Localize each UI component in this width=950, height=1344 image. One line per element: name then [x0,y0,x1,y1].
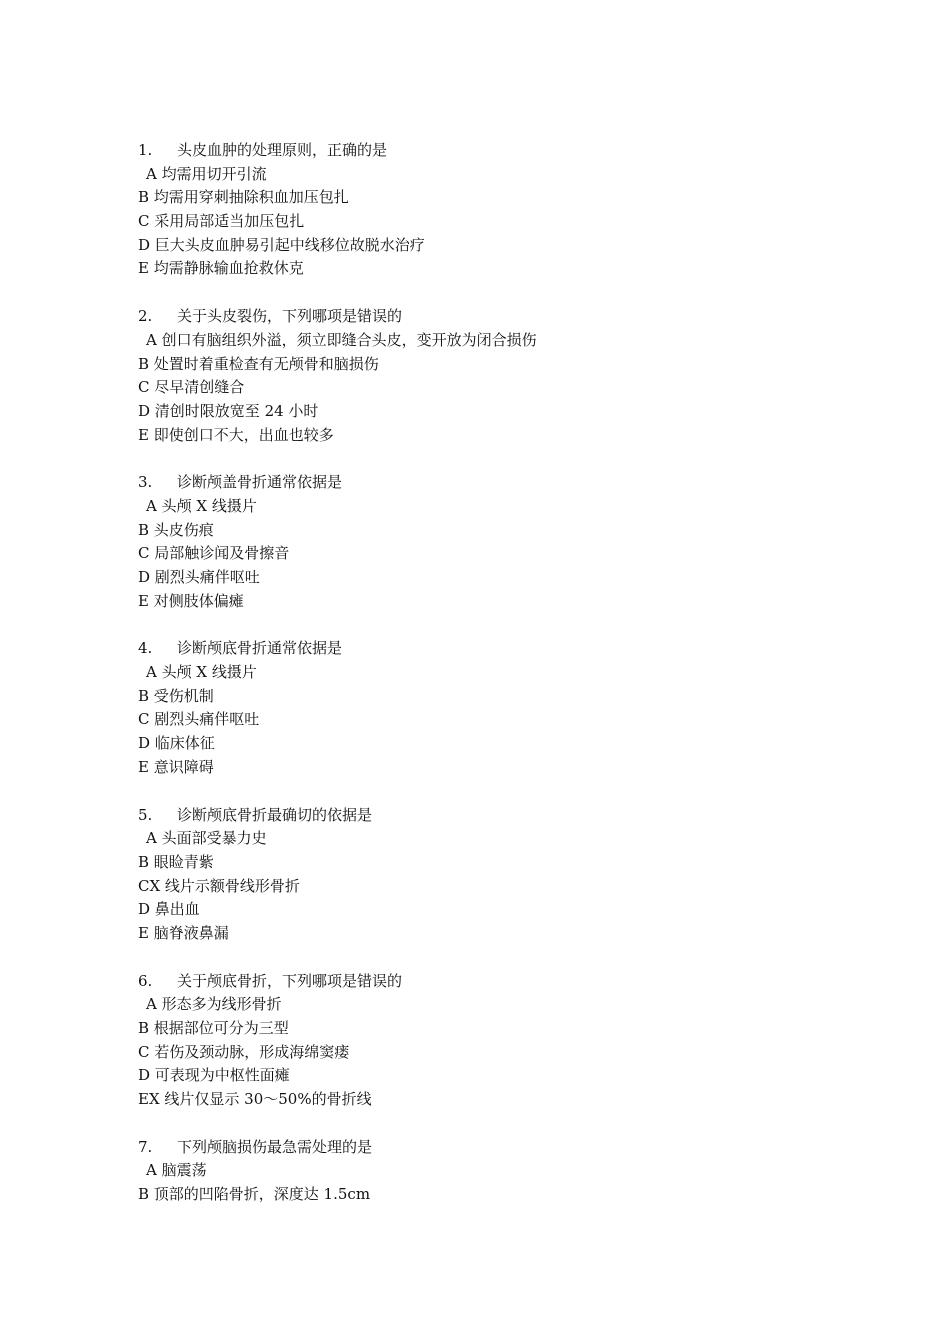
question-text: 关于头皮裂伤，下列哪项是错误的 [177,307,403,326]
question-1 [138,139,950,281]
question-5 [138,804,950,946]
option-c: C 尽早清创缝合 [138,378,245,397]
option-b: B 处置时着重检查有无颅骨和脑损伤 [138,354,379,373]
question-stem [138,1136,950,1160]
option-d: D 鼻出血 [138,900,200,919]
question-text: 诊断颅盖骨折通常依据是 [177,473,343,492]
question-text: 诊断颅底骨折最确切的依据是 [177,805,373,824]
question-text: 下列颅脑损伤最急需处理的是 [177,1137,373,1156]
question-text: 诊断颅底骨折通常依据是 [177,639,343,658]
option-a: A 脑震荡 [146,1161,207,1180]
option-c: C 剧烈头痛伴呕吐 [138,710,260,729]
question-stem [138,637,950,661]
option-b: B 根据部位可分为三型 [138,1019,289,1037]
option-b: B 顶部的凹陷骨折，深度达 1.5cm [138,1185,371,1204]
question-2 [138,305,950,447]
question-text: 头皮血肿的处理原则，正确的是 [177,141,388,159]
question-6 [138,970,950,1112]
question-stem [138,970,950,994]
option-c: CX 线片示额骨线形骨折 [138,876,300,895]
question-stem [138,471,950,495]
option-d: D 剧烈头痛伴呕吐 [138,568,260,586]
question-text: 关于颅底骨折，下列哪项是错误的 [177,971,403,990]
option-c: C 采用局部适当加压包扎 [138,212,305,231]
question-number: 2. [138,307,153,326]
option-d: D 可表现为中枢性面瘫 [138,1066,290,1085]
option-e: E 对侧肢体偏瘫 [138,591,244,610]
option-e: E 即使创口不大，出血也较多 [138,425,334,444]
option-d: D 巨大头皮血肿易引起中线移位故脱水治疗 [138,235,425,254]
question-stem [138,804,950,828]
option-c: C 局部触诊闻及骨擦音 [138,544,290,563]
option-e: EX 线片仅显示 30～50%的骨折线 [138,1090,372,1109]
question-number: 5. [138,805,153,824]
question-number: 3. [138,473,153,492]
question-stem [138,139,950,163]
option-d: D 临床体征 [138,734,215,753]
option-e: E 均需静脉输血抢救休克 [138,259,304,278]
option-e: E 脑脊液鼻漏 [138,923,229,942]
question-number: 6. [138,971,153,990]
question-number: 1. [138,141,153,159]
option-a: A 头颅 X 线摄片 [146,663,257,682]
option-a: A 形态多为线形骨折 [146,995,282,1014]
question-number: 7. [138,1137,153,1156]
question-7 [138,1136,950,1207]
option-c: C 若伤及颈动脉，形成海绵窦瘘 [138,1042,350,1061]
option-b: B 头皮伤痕 [138,520,214,539]
option-a: A 创口有脑组织外溢，须立即缝合头皮，变开放为闭合损伤 [146,330,537,349]
option-b: B 均需用穿刺抽除积血加压包扎 [138,188,349,207]
option-a: A 均需用切开引流 [146,164,267,183]
option-a: A 头颅 X 线摄片 [146,496,257,515]
option-b: B 受伤机制 [138,686,214,705]
question-number: 4. [138,639,153,658]
option-d: D 清创时限放宽至 24 小时 [138,401,319,420]
option-b: B 眼睑青紫 [138,852,214,871]
question-stem [138,305,950,329]
option-e: E 意识障碍 [138,757,214,776]
option-a: A 头面部受暴力史 [146,829,267,848]
question-3 [138,471,950,613]
question-4 [138,637,950,779]
